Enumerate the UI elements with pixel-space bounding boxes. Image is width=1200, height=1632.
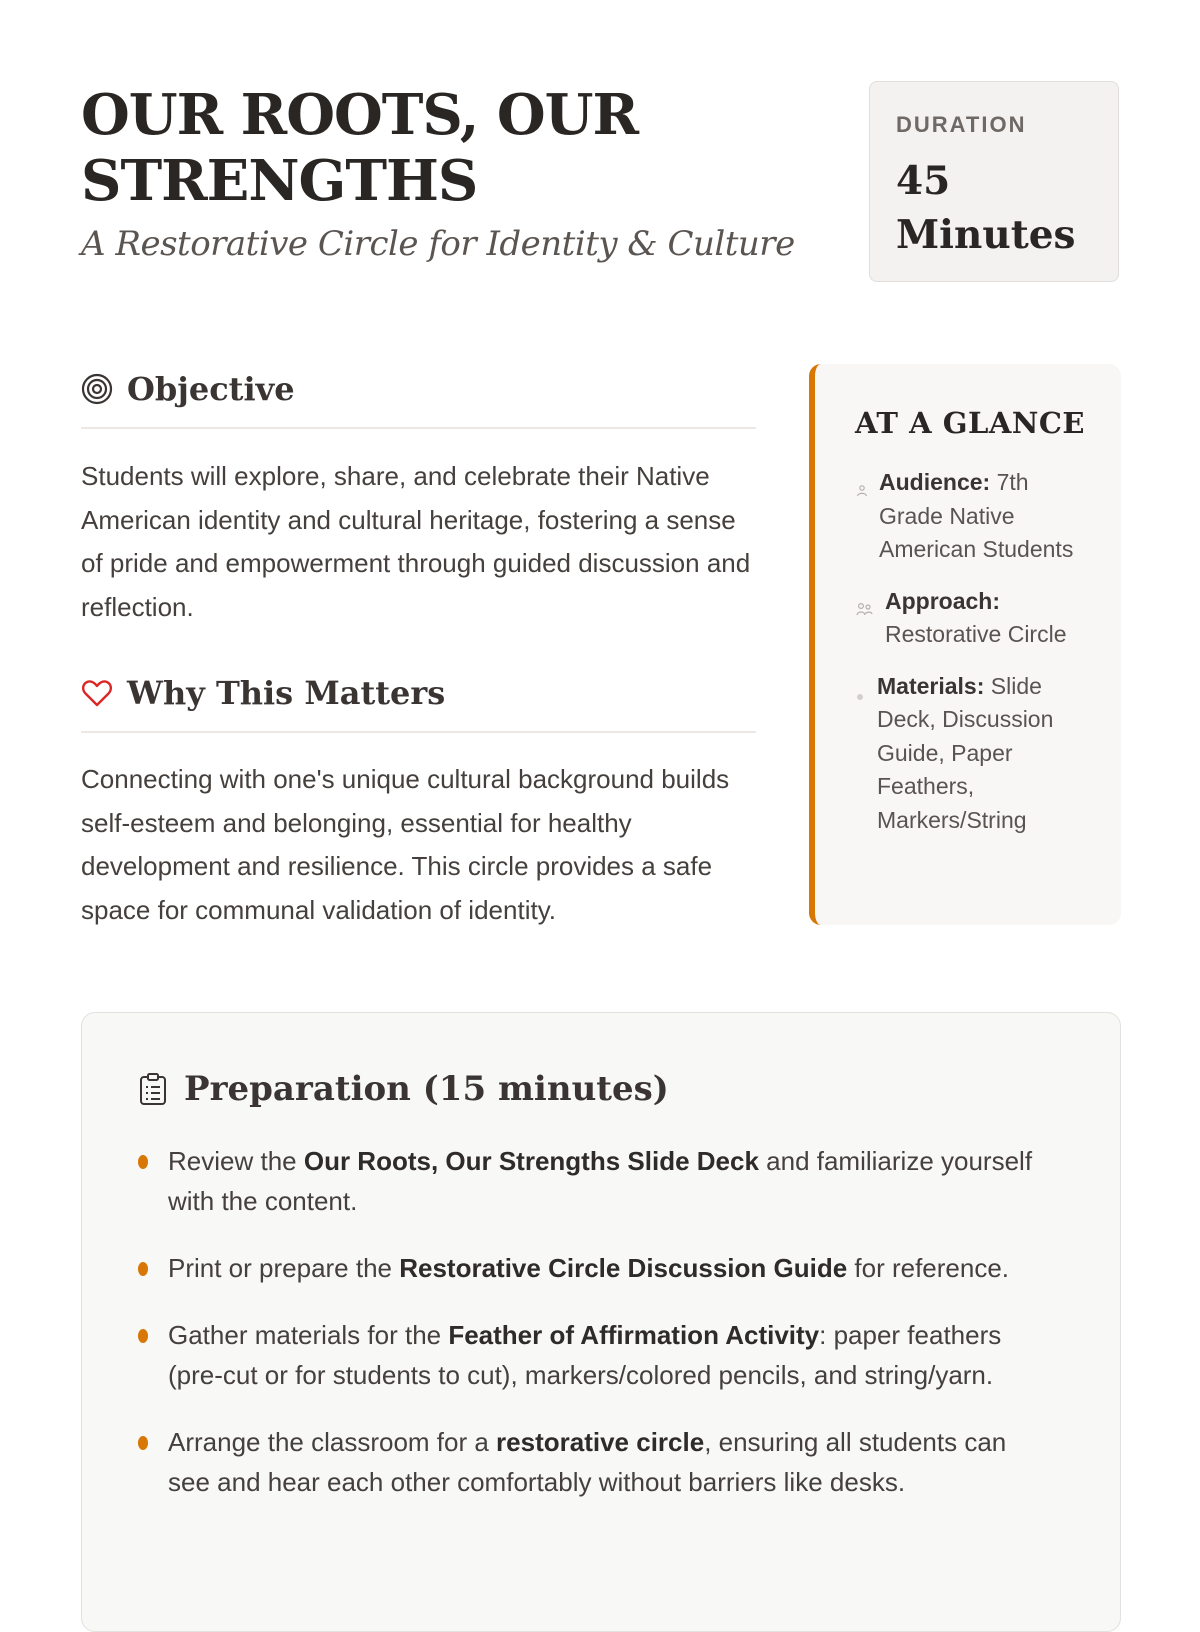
preparation-header [138, 1069, 669, 1109]
heart-icon [81, 677, 113, 709]
clipboard-icon [138, 1072, 168, 1106]
glance-approach-text [885, 585, 1067, 652]
duration-card [869, 81, 1119, 282]
objective-text: Students will explore, share, and celebrate their Native American identity and cultural heritage, fostering a sense of pride and empowerment through guided discussion and reflection. [81, 461, 751, 622]
at-a-glance-card [809, 364, 1121, 925]
preparation-list [138, 1141, 1038, 1529]
bullet-icon [138, 1155, 148, 1169]
bullet-icon [138, 1329, 148, 1343]
bullet-icon [855, 678, 871, 712]
list-item: Review the Our Roots, Our Strengths Slide Deck and familiarize yourself with the content. [138, 1141, 1038, 1221]
why-text: Connecting with one's unique cultural background builds self-esteem and belonging, essential for healthy development and resilience. This circle provides a safe space for communal validation of identity. [81, 764, 730, 925]
glance-title: AT A GLANCE [855, 406, 1086, 440]
bullet-icon [138, 1436, 148, 1450]
glance-item-materials [855, 670, 1093, 838]
why-header [81, 671, 756, 733]
glance-audience-value: 7th Grade Native American Students [879, 469, 1074, 562]
page-subtitle: A Restorative Circle for Identity & Culture [81, 224, 795, 264]
duration-value: 45 Minutes [896, 158, 1076, 258]
page-title: OUR ROOTS, OUR STRENGTHS [81, 82, 639, 214]
preparation-heading: Preparation (15 minutes) [184, 1069, 669, 1109]
preparation-card [81, 1012, 1121, 1632]
objective-heading: Objective [127, 370, 295, 408]
glance-audience-text [879, 466, 1093, 567]
glance-materials-text [877, 670, 1093, 838]
list-item: Arrange the classroom for a restorative circle, ensuring all students can see and hear each other comfortably without barriers like desks. [138, 1422, 1038, 1502]
duration-label: DURATION [896, 112, 1027, 137]
glance-materials-value: Slide Deck, Discussion Guide, Paper Feathers, Markers/String [877, 672, 1054, 833]
why-heading: Why This Matters [127, 674, 446, 712]
glance-approach-label: Approach: [885, 587, 1000, 614]
bullet-icon [138, 1262, 148, 1276]
objective-header [81, 367, 756, 429]
person-icon [855, 474, 873, 508]
glance-materials-label: Materials: [877, 672, 985, 699]
glance-item-approach [855, 585, 1093, 652]
people-icon [855, 593, 879, 627]
glance-approach-value: Restorative Circle [885, 621, 1067, 647]
glance-audience-label: Audience: [879, 469, 991, 495]
list-item: Gather materials for the Feather of Affirmation Activity: paper feathers (pre-cut or for students to cut), markers/colored pencils, and string/yarn. [138, 1315, 1038, 1395]
target-icon [81, 373, 113, 405]
list-item: Print or prepare the Restorative Circle Discussion Guide for reference. [138, 1248, 1038, 1288]
glance-item-audience [855, 466, 1093, 567]
